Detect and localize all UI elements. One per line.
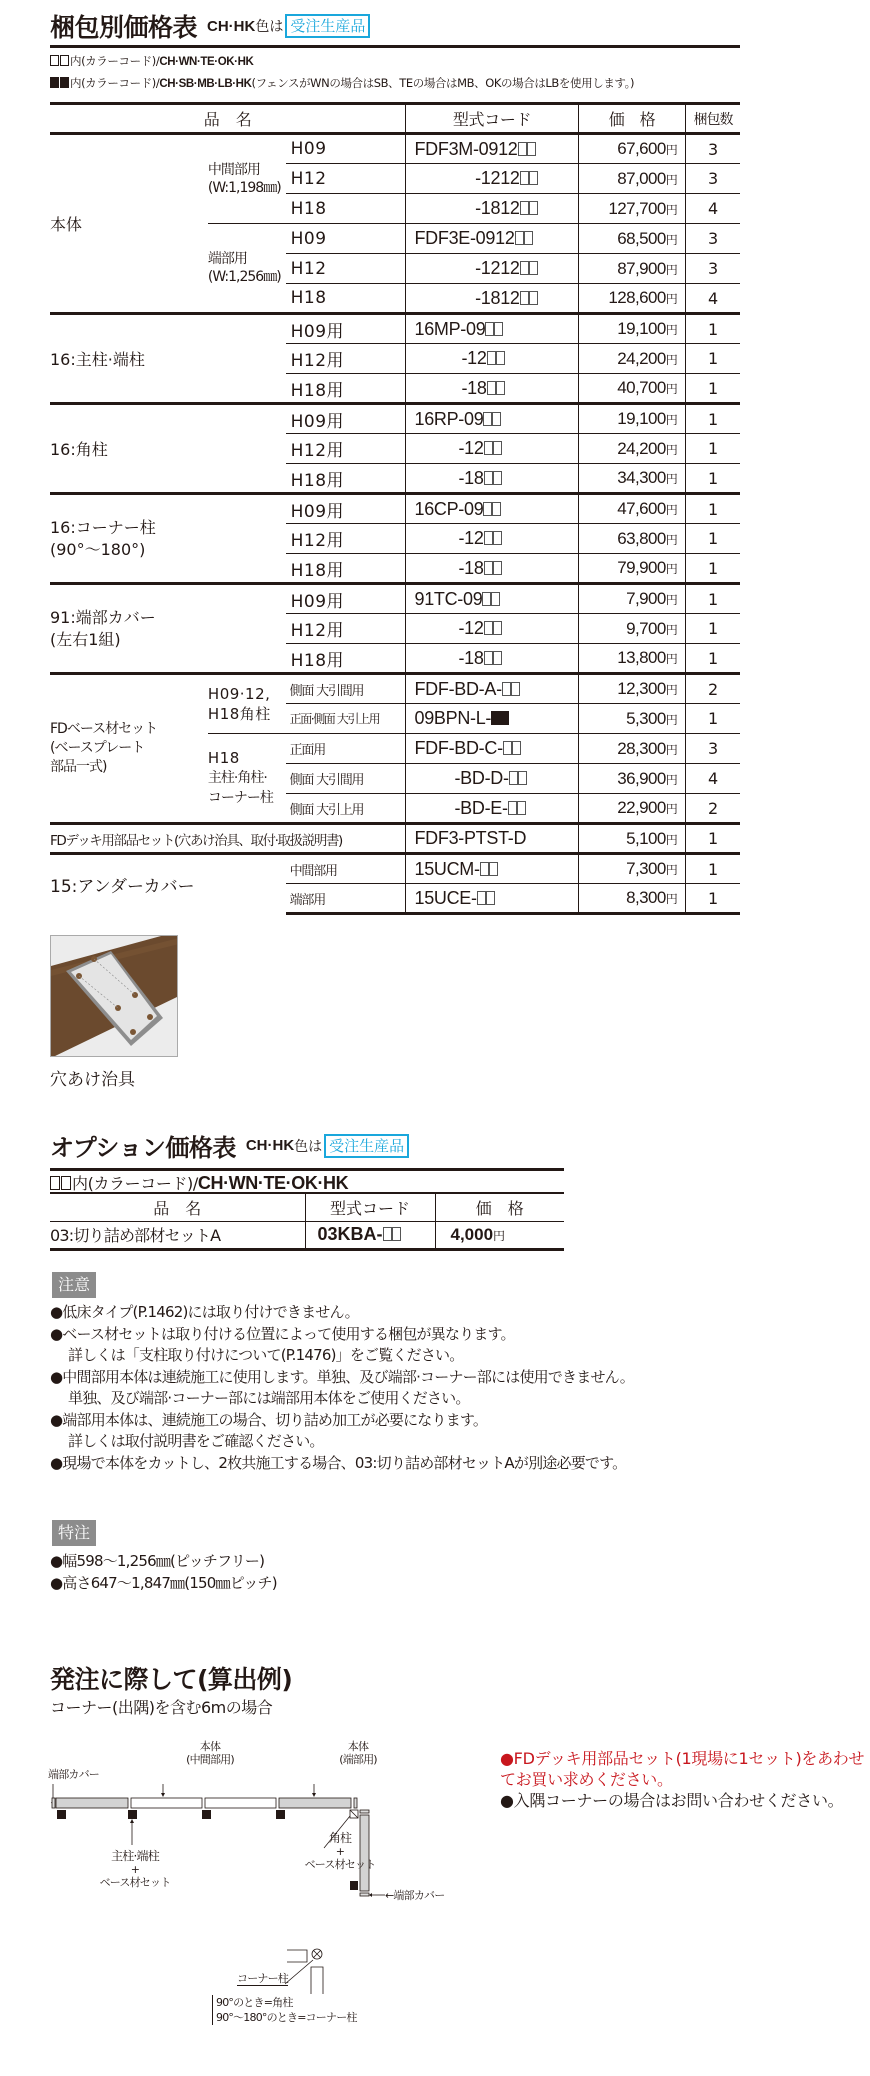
special-item: ●高さ647〜1,847㎜(150㎜ピッチ) [50, 1573, 277, 1592]
table-row: H18 -1812 128,600円 4 [50, 284, 740, 314]
table-row: 15:アンダーカバー 中間部用 15UCM- 7,300円 1 [50, 854, 740, 884]
color-slot-icon [508, 801, 517, 815]
color-slot-icon [493, 561, 502, 575]
color-slot-icon [496, 351, 505, 365]
title-divider [50, 45, 740, 48]
color-slot-icon [484, 441, 493, 455]
table-row: 側面 大引上用 -BD-E- 22,900円 2 [50, 794, 740, 824]
color-slot-icon [512, 741, 521, 755]
color-slot-icon [484, 621, 493, 635]
color-slot-icon [518, 142, 527, 156]
label-body-mid: 本体 (中間部用) [186, 1740, 234, 1766]
table-row: H12用 -12 24,200円 1 [50, 344, 740, 374]
group-label-main-post: 16:主柱·端柱 [50, 314, 286, 404]
color-slot-icon [485, 322, 494, 336]
color-slot-icon [484, 531, 493, 545]
color-slot-icon [524, 231, 533, 245]
color-slot-icon [509, 771, 518, 785]
title-suffix: 色は [255, 19, 284, 35]
label-end-cover-right: ←端部カバー [385, 1889, 445, 1902]
color-slot-icon [529, 291, 538, 305]
color-slot-icon [493, 441, 502, 455]
color-slot-icon [493, 531, 502, 545]
table-row: 端部用 15UCE- 8,300円 1 [50, 884, 740, 914]
label-body-end: 本体 (端部用) [339, 1740, 377, 1766]
ordering-note: ●入隅コーナーの場合はお問い合わせください。 [500, 1791, 844, 1810]
caution-list [50, 1302, 634, 1474]
table-row: H18用 -18 34,300円 1 [50, 464, 740, 494]
color-slot-icon [527, 142, 536, 156]
color-slot-icon [392, 1227, 401, 1241]
label-corner-post-detail: コーナー柱 [237, 1972, 288, 1985]
table-row: H12 -1212 87,000円 3 [50, 164, 740, 194]
color-slot-icon [492, 502, 501, 516]
group-label-end-cover: 91:端部カバー (左右1組) [50, 584, 286, 674]
group-label-deck-parts: FDデッキ用部品セット(穴あけ治具、取付·取扱説明書) [50, 824, 406, 854]
caution-item: 詳しくは「支柱取り付けについて(P.1476)」をご覧ください。 [68, 1346, 464, 1364]
color-slot-icon [487, 381, 496, 395]
ordering-note-red: ●FDデッキ用部品セット(1現場に1セット)をあわせてお買い求めください。 [500, 1749, 865, 1789]
color-code-filled-box-icon [60, 77, 69, 88]
group-label-corner-post: 16:コーナー柱 (90°〜180°) [50, 494, 286, 584]
option-header: オプション価格表 CH·HK 色は 受注生産品 [50, 1128, 409, 1163]
color-slot-icon [493, 651, 502, 665]
color-slot-icon [511, 682, 520, 696]
table-row: H18 -1812 127,700円 4 [50, 194, 740, 224]
table-row: 本体 中間部用 (W:1,198㎜) H09 FDF3M-0912 67,600円 3 [50, 134, 740, 164]
color-slot-icon [491, 592, 500, 606]
color-slot-icon [494, 322, 503, 336]
table-row: H18用 -18 13,800円 1 [50, 644, 740, 674]
subgroup-h18: H18 主柱·角柱· コーナー柱 [208, 734, 286, 824]
color-slot-icon [477, 891, 486, 905]
color-code-filled-box-icon [50, 77, 59, 88]
caution-item: ●端部用本体は、連続施工の場合、切り詰め加工が必要になります。 [50, 1410, 488, 1429]
color-slot-icon [517, 801, 526, 815]
caution-item: 単独、及び端部·コーナー部には端部用本体をご使用ください。 [68, 1389, 470, 1407]
color-slot-icon [486, 891, 495, 905]
color-slot-icon [484, 561, 493, 575]
caution-label: 注意 [52, 1272, 96, 1298]
ordering-notes [500, 1748, 870, 1811]
color-slot-icon [483, 412, 492, 426]
color-code-box-icon [60, 55, 69, 66]
group-label-base-set: FDベース材セット (ベースプレート 部品一式) [50, 674, 208, 824]
color-code-box-icon [50, 55, 59, 66]
ordering-subtitle: コーナー(出隅)を含む6mの場合 [50, 1698, 273, 1717]
group-label-body: 本体 [50, 215, 83, 234]
subgroup-end: 端部用 (W:1,256㎜) [208, 224, 286, 314]
color-slot-filled-icon [491, 711, 500, 725]
color-code-box-icon [61, 1176, 71, 1190]
color-slot-icon [383, 1227, 392, 1241]
color-slot-icon [482, 592, 491, 606]
color-slot-icon [529, 201, 538, 215]
color-slot-icon [489, 862, 498, 876]
color-code-line-1: 内(カラーコード)/CH·WN·TE·OK·HK [50, 53, 253, 69]
color-code-box-icon [50, 1176, 60, 1190]
subgroup-h09-12: H09·12, H18角柱 [208, 674, 286, 734]
special-item: ●幅598〜1,256㎜(ピッチフリー) [50, 1552, 265, 1570]
color-slot-icon [502, 682, 511, 696]
table-row: 03:切り詰め部材セットA 03KBA- 4,000円 [50, 1221, 564, 1249]
label-end-cover-left: 端部カバー [48, 1768, 99, 1781]
option-color-code: 内(カラーコード)/CH·WN·TE·OK·HK [50, 1171, 348, 1194]
drilling-jig-image [51, 936, 178, 1057]
color-slot-filled-icon [500, 711, 509, 725]
color-code-line-2: 内(カラーコード)/CH·SB·MB·LB·HK(フェンスがWNの場合はSB、TEの場合はMB、OKの場合はLBを使用します。) [50, 75, 634, 91]
table-row: 91:端部カバー (左右1組) H09用 91TC-09 7,900円 1 [50, 584, 740, 614]
table-row: H18 主柱·角柱· コーナー柱 正面用 FDF-BD-C- 28,300円 3 [50, 734, 740, 764]
subgroup-mid: 中間部用 (W:1,198㎜) [207, 162, 281, 196]
caution-item: ●ベース材セットは取り付ける位置によって使用する梱包が異なります。 [50, 1324, 515, 1343]
color-slot-icon [520, 291, 529, 305]
special-order-label: 特注 [52, 1520, 96, 1546]
header-code: 型式コード [406, 104, 578, 134]
table-row: 正面·側面 大引上用 09BPN-L- 5,300円 1 [50, 704, 740, 734]
table-row: 16:角柱 H09用 16RP-09 19,100円 1 [50, 404, 740, 434]
header-qty: 梱包数 [686, 104, 740, 134]
package-price-table [50, 102, 740, 915]
caution-item: ●現場で本体をカットし、2枚共施工する場合、03:切り詰め部材セットAが別途必要です。 [50, 1453, 627, 1472]
group-label-under-cover: 15:アンダーカバー [50, 854, 286, 914]
table-row: 16:コーナー柱 (90°〜180°) H09用 16CP-09 47,600円 1 [50, 494, 740, 524]
color-slot-icon [529, 261, 538, 275]
color-slot-icon [492, 412, 501, 426]
color-slot-icon [515, 231, 524, 245]
title-color-code: CH·HK [207, 17, 256, 35]
option-title: オプション価格表 [50, 1134, 236, 1162]
color-slot-icon [480, 862, 489, 876]
corner-detail-diagram [285, 1948, 335, 1994]
table-row: 端部用 (W:1,256㎜) H09 FDF3E-0912 68,500円 3 [50, 224, 740, 254]
table-row: H12用 -12 24,200円 1 [50, 434, 740, 464]
label-corner-post: 角柱 + ベース材セット [304, 1831, 376, 1871]
caution-item: ●低床タイプ(P.1462)には取り付けできません。 [50, 1303, 359, 1321]
color-slot-icon [493, 621, 502, 635]
corner-conditions: 90°のとき=角柱 90°〜180°のとき=コーナー柱 [212, 1995, 357, 2025]
table-row: FDデッキ用部品セット(穴あけ治具、取付·取扱説明書) FDF3-PTST-D 5,100円 1 [50, 824, 740, 854]
color-slot-icon [518, 771, 527, 785]
table-row: H12用 -12 63,800円 1 [50, 524, 740, 554]
header-name: 品 名 [50, 104, 406, 134]
ordering-title: 発注に際して(算出例) [50, 1665, 293, 1694]
color-slot-icon [484, 471, 493, 485]
color-slot-icon [520, 201, 529, 215]
special-order-list [50, 1551, 277, 1594]
made-to-order-badge: 受注生産品 [285, 14, 370, 38]
table-row: FDベース材セット (ベースプレート 部品一式) H09·12, H18角柱 側面 大引間用 FDF-BD-A- 12,300円 2 [50, 674, 740, 704]
table-row: H18用 -18 79,900円 1 [50, 554, 740, 584]
color-slot-icon [483, 502, 492, 516]
table-header-row [50, 104, 740, 134]
photo-caption: 穴あけ治具 [50, 1070, 135, 1090]
color-slot-icon [493, 471, 502, 485]
group-label-square-post: 16:角柱 [50, 404, 286, 494]
color-slot-icon [520, 171, 529, 185]
label-main-post: 主柱·端柱 + ベース材セット [99, 1849, 171, 1889]
table-row: 側面 大引間用 -BD-D- 36,900円 4 [50, 764, 740, 794]
caution-item: ●中間部用本体は連続施工に使用します。単独、及び端部·コーナー部には使用できません。 [50, 1367, 634, 1386]
table-row: H12用 -12 9,700円 1 [50, 614, 740, 644]
table-row: H18用 -18 40,700円 1 [50, 374, 740, 404]
page-header [50, 8, 370, 44]
option-price-table [50, 1192, 564, 1251]
color-slot-icon [484, 651, 493, 665]
color-slot-icon [487, 351, 496, 365]
header-price: 価 格 [578, 104, 685, 134]
table-row: H12 -1212 87,900円 3 [50, 254, 740, 284]
made-to-order-badge: 受注生産品 [324, 1134, 409, 1158]
drilling-jig-photo [50, 935, 178, 1057]
color-slot-icon [529, 171, 538, 185]
option-header-row: 品 名 型式コード 価 格 [50, 1193, 564, 1221]
color-slot-icon [496, 381, 505, 395]
color-slot-icon [503, 741, 512, 755]
page-title: 梱包別価格表 [50, 13, 198, 42]
color-slot-icon [520, 261, 529, 275]
table-row: 16:主柱·端柱 H09用 16MP-09 19,100円 1 [50, 314, 740, 344]
caution-item: 詳しくは取付説明書をご確認ください。 [68, 1432, 324, 1450]
